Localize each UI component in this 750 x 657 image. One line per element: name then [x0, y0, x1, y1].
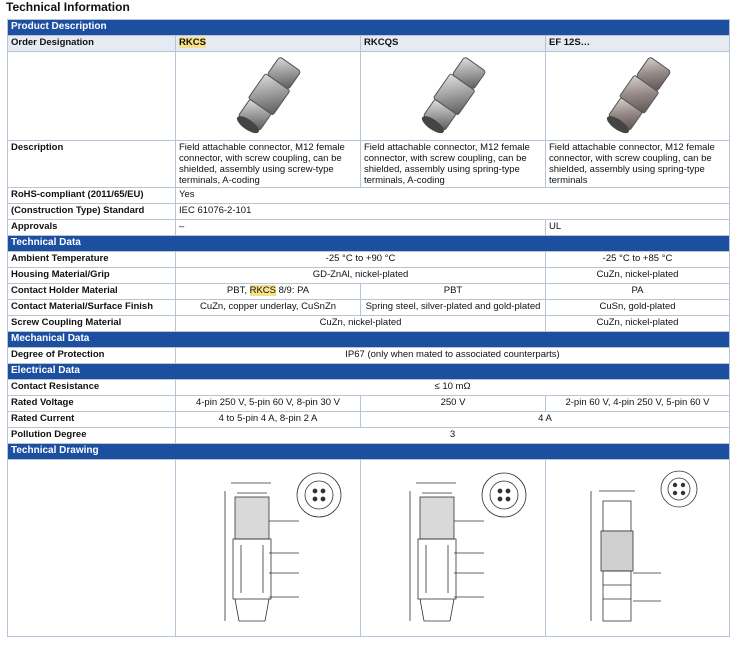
- section-title: Technical Data: [8, 236, 730, 252]
- highlighted-text: RKCS: [249, 285, 276, 296]
- technical-information-table: [7, 19, 730, 637]
- section-header-drawing: [8, 444, 730, 460]
- housing-rk: GD-ZnAl, nickel-plated: [176, 268, 546, 284]
- approvals-ef: UL: [546, 220, 730, 236]
- row-label: Order Designation: [8, 36, 176, 52]
- current-other: 4 A: [361, 412, 730, 428]
- row-label: Rated Voltage: [8, 396, 176, 412]
- row-label: Approvals: [8, 220, 176, 236]
- product-image-ef: [546, 52, 730, 141]
- standard-row: [8, 204, 730, 220]
- row-label: Rated Current: [8, 412, 176, 428]
- section-header-electrical: [8, 364, 730, 380]
- section-header-technical: [8, 236, 730, 252]
- rated-voltage-row: [8, 396, 730, 412]
- ambient-rk: -25 °C to +90 °C: [176, 252, 546, 268]
- pollution-value: 3: [176, 428, 730, 444]
- pollution-degree-row: [8, 428, 730, 444]
- holder-rkcs-suffix: 8/9: PA: [276, 285, 310, 296]
- empty-cell: [8, 460, 176, 637]
- section-title: Electrical Data: [8, 364, 730, 380]
- product-image-rkcs: [176, 52, 361, 141]
- description-rkcs: Field attachable connector, M12 female connector, with screw coupling, can be shielded, assembly using screw-type terminals, A-coding: [176, 141, 361, 188]
- screw-coupling-row: [8, 316, 730, 332]
- section-title: Technical Drawing: [8, 444, 730, 460]
- page-title: Technical Information: [6, 0, 130, 14]
- row-label: Degree of Protection: [8, 348, 176, 364]
- housing-material-row: [8, 268, 730, 284]
- row-label: Pollution Degree: [8, 428, 176, 444]
- holder-rkcqs: PBT: [361, 284, 546, 300]
- contact-resistance-row: [8, 380, 730, 396]
- rated-current-row: [8, 412, 730, 428]
- contact-mat-rkcs: CuZn, copper underlay, CuSnZn: [176, 300, 361, 316]
- row-label: Housing Material/Grip: [8, 268, 176, 284]
- protection-value: IP67 (only when mated to associated counterparts): [176, 348, 730, 364]
- approvals-rk: –: [176, 220, 546, 236]
- product-image-rkcqs: [361, 52, 546, 141]
- ambient-temperature-row: [8, 252, 730, 268]
- technical-drawing-row: [8, 460, 730, 637]
- section-title: Mechanical Data: [8, 332, 730, 348]
- rohs-row: [8, 188, 730, 204]
- voltage-rkcs: 4-pin 250 V, 5-pin 60 V, 8-pin 30 V: [176, 396, 361, 412]
- technical-drawing: [549, 461, 729, 635]
- order-designation-row: [8, 36, 730, 52]
- order-ef: EF 12S…: [546, 36, 730, 52]
- section-header-mechanical: [8, 332, 730, 348]
- holder-rkcs: [176, 284, 361, 300]
- description-rkcqs: Field attachable connector, M12 female connector, with screw coupling, can be shielded, assembly using spring-type terminals, A-coding: [361, 141, 546, 188]
- approvals-row: [8, 220, 730, 236]
- row-label: (Construction Type) Standard: [8, 204, 176, 220]
- holder-rkcs-prefix: PBT,: [226, 285, 250, 296]
- protection-row: [8, 348, 730, 364]
- voltage-rkcqs: 250 V: [361, 396, 546, 412]
- description-ef: Field attachable connector, M12 female connector, with screw coupling, can be shielded, assembly using spring-type terminals: [546, 141, 730, 188]
- section-title: Product Description: [8, 20, 730, 36]
- screw-rk: CuZn, nickel-plated: [176, 316, 546, 332]
- ambient-ef: -25 °C to +85 °C: [546, 252, 730, 268]
- connector-photo: [222, 53, 314, 139]
- row-label: Contact Holder Material: [8, 284, 176, 300]
- description-row: [8, 141, 730, 188]
- order-rkcqs: RKCQS: [361, 36, 546, 52]
- voltage-ef: 2-pin 60 V, 4-pin 250 V, 5-pin 60 V: [546, 396, 730, 412]
- screw-ef: CuZn, nickel-plated: [546, 316, 730, 332]
- technical-drawing: [179, 461, 359, 635]
- highlighted-text: RKCS: [179, 37, 206, 48]
- standard-value: IEC 61076-2-101: [176, 204, 730, 220]
- row-label: RoHS-compliant (2011/65/EU): [8, 188, 176, 204]
- housing-ef: CuZn, nickel-plated: [546, 268, 730, 284]
- contact-mat-ef: CuSn, gold-plated: [546, 300, 730, 316]
- row-label: Ambient Temperature: [8, 252, 176, 268]
- empty-cell: [8, 52, 176, 141]
- row-label: Screw Coupling Material: [8, 316, 176, 332]
- contact-holder-row: [8, 284, 730, 300]
- section-header-product: [8, 20, 730, 36]
- connector-photo: [407, 53, 499, 139]
- technical-drawing: [364, 461, 544, 635]
- holder-ef: PA: [546, 284, 730, 300]
- row-label: Contact Resistance: [8, 380, 176, 396]
- row-label: Contact Material/Surface Finish: [8, 300, 176, 316]
- drawing-ef: [546, 460, 730, 637]
- drawing-rkcqs: [361, 460, 546, 637]
- row-label: Description: [8, 141, 176, 188]
- connector-photo: [592, 53, 684, 139]
- drawing-rkcs: [176, 460, 361, 637]
- resistance-value: ≤ 10 mΩ: [176, 380, 730, 396]
- current-rkcs: 4 to 5-pin 4 A, 8-pin 2 A: [176, 412, 361, 428]
- product-image-row: [8, 52, 730, 141]
- rohs-value: Yes: [176, 188, 730, 204]
- contact-material-row: [8, 300, 730, 316]
- order-rkcs: [176, 36, 361, 52]
- contact-mat-rkcqs: Spring steel, silver-plated and gold-plated: [361, 300, 546, 316]
